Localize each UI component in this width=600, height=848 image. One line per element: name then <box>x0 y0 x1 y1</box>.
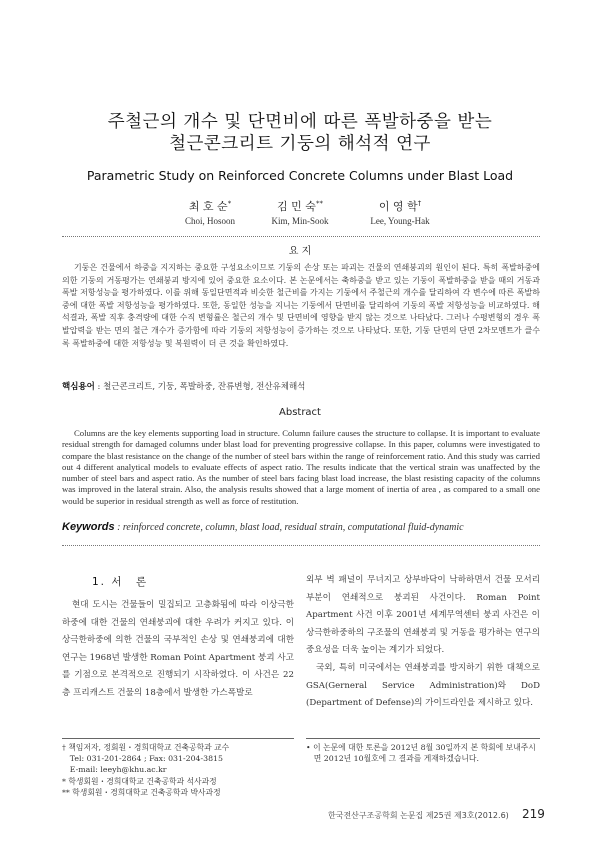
journal-citation: 한국전산구조공학회 논문집 제25권 제3호(2012.6) <box>328 811 509 820</box>
footnote-line: * 학생회원・경희대학교 건축공학과 석사과정 <box>62 776 217 786</box>
body-paragraph: 국외, 특히 미국에서는 연쇄붕괴를 방지하기 위한 대책으로 GSA(Gerneral Service Administration)와 DoD (Department of Defense)의 가이드라인을 제시하고 있다. <box>306 662 540 709</box>
body-left-column <box>62 597 294 703</box>
abstract-korean-heading: 요 지 <box>288 246 312 257</box>
footnote-rule-right <box>306 738 540 739</box>
footnote-line: • 이 논문에 대한 토론을 2012년 8월 30일까지 본 학회에 보내주시 <box>306 743 536 752</box>
author-1-korean-name: 최 호 순* <box>188 199 232 213</box>
body-paragraph: 현대 도시는 건물들이 밀집되고 고층화됨에 따라 이상극한하중에 대한 건물의 연쇄붕괴에 대한 우려가 커지고 있다. 이상극한하중에 의한 건물의 국부적인 손상 및 연쇄붕괴에 대한 연구는 1968년 발생한 Roman Point Apartment 붕괴 사고를 기점으로 본격적으로 진행되기 시작하였다. 이 사건은 22층 프리캐스트 건물의 18층에서 발생한 가스폭발로 <box>62 600 294 698</box>
separator-top <box>62 236 540 237</box>
footnote-line: E-mail: leeyh@khu.ac.kr <box>62 765 167 775</box>
title-korean-line-2: 철근콘크리트 기둥의 해석적 연구 <box>169 134 431 154</box>
keywords-korean <box>62 380 540 392</box>
abstract-korean-text: 기둥은 건물에서 하중을 지지하는 중요한 구성요소이므로 기둥의 손상 또는 파괴는 건물의 연쇄붕괴의 원인이 된다. 특히 폭발하중에 의한 기둥의 거동평가는 연쇄붕괴 방지에 있어 중요한 요소이다. 본 논문에서는 축하중을 받고 있는 기둥이 폭발하중을 받을 때의 거동과 폭발 저항성능을 평가하였다. 이를 위해 동일단면적과 비슷한 철근비를 가지는 기둥에서 주철근의 개수를 달리하여 각 변수에 따른 폭발하중에 대한 폭발 저항성능을 평가하였다. 또한, 동일한 성능을 지니는 기둥에서 단면비를 달리하여 기둥의 폭발 저항성능을 비교하였다. 해석결과, 폭발 직후 충격량에 대한 수직 변형률은 철근의 개수 및 단면비에 영향을 받지 않는 것으로 나타났다. 그러나 수평변형의 경우 폭발압력을 받는 면의 철근 개수가 증가함에 따라 기둥의 저항성능이 증가하는 것으로 나타났다. 또한, 기둥 단면의 단면 2차모멘트가 클수록 폭발하중에 대한 저항성능 및 복원력이 더 큰 것을 확인하였다. <box>62 263 540 348</box>
keywords-english-label: Keywords <box>62 521 115 533</box>
title-english: Parametric Study on Reinforced Concrete Columns under Blast Load <box>86 168 514 183</box>
separator-bottom <box>62 545 540 546</box>
footnotes-right <box>306 742 536 764</box>
author-3-english-name: Lee, Young-Hak <box>370 216 430 226</box>
footnote-line: 면 2012년 10월호에 그 결과를 게재하겠습니다. <box>306 754 479 764</box>
body-right-column <box>306 572 540 713</box>
abstract-english-heading: Abstract <box>279 407 321 418</box>
author-1-english-name: Choi, Hosoon <box>184 216 235 226</box>
abstract-english-text: Columns are the key elements supporting load in structure. Column failure causes the structure to collapse. It is important to evaluate residual strength for damaged columns under blast load for preventing progressive collapse. In this paper, columns were investigated to compare the blast resistance on the change of the number of steel bars within the range of reinforcement ratio. And this study was carried out 4 different analytical models to evaluate effects of aspect ratio. The results indicate that the vertical strain was unaffected by the number of steel bars and aspect ratio. As the number of steel bars facing blast load increase, the blast resisting capacity of the columns was improved in the lateral strain. Also, the analysis results showed that a large moment of inertia of area , as compared to a small one would be superior in residual strength as well as force of restitution. <box>62 428 540 506</box>
page-number: 219 <box>522 807 545 821</box>
keywords-english <box>62 521 540 533</box>
title-korean-line-1: 주철근의 개수 및 단면비에 따른 폭발하중을 받는 <box>107 112 493 132</box>
footnote-line: † 책임저자, 정회원・경희대학교 건축공학과 교수 <box>62 743 230 752</box>
author-2-english-name: Kim, Min-Sook <box>271 216 329 226</box>
keywords-english-list: : reinforced concrete, column, blast load, residual strain, computational fluid-dynamic <box>114 522 464 533</box>
author-3 <box>340 198 460 226</box>
footnote-line: ** 학생회원・경희대학교 건축공학과 박사과정 <box>62 787 221 797</box>
author-2-korean-name: 김 민 숙** <box>277 199 323 213</box>
section-heading-introduction: 1. 서 론 <box>92 576 149 588</box>
keywords-korean-label: 핵심용어 <box>62 382 95 392</box>
keywords-korean-list: : 철근콘크리트, 기둥, 폭발하중, 잔류변형, 전산유체해석 <box>94 382 306 392</box>
body-paragraph: 외부 벽 패널이 무너지고 상부바닥이 낙하하면서 건물 모서리 부분이 연쇄적으로 붕괴된 사건이다. Roman Point Apartment 사건 이후 2001년 세계무역센터 붕괴 사건은 이상극한하중하의 구조물의 연쇄붕괴 및 거동을 평가하는 연구의 중요성을 더욱 높이는 계기가 되었다. <box>306 575 540 656</box>
footnotes-left <box>62 742 229 798</box>
author-3-korean-name: 이 영 학† <box>378 199 422 213</box>
footnote-rule-left <box>62 738 294 739</box>
footnote-line: Tel: 031-201-2864 ; Fax: 031-204-3815 <box>62 754 223 764</box>
